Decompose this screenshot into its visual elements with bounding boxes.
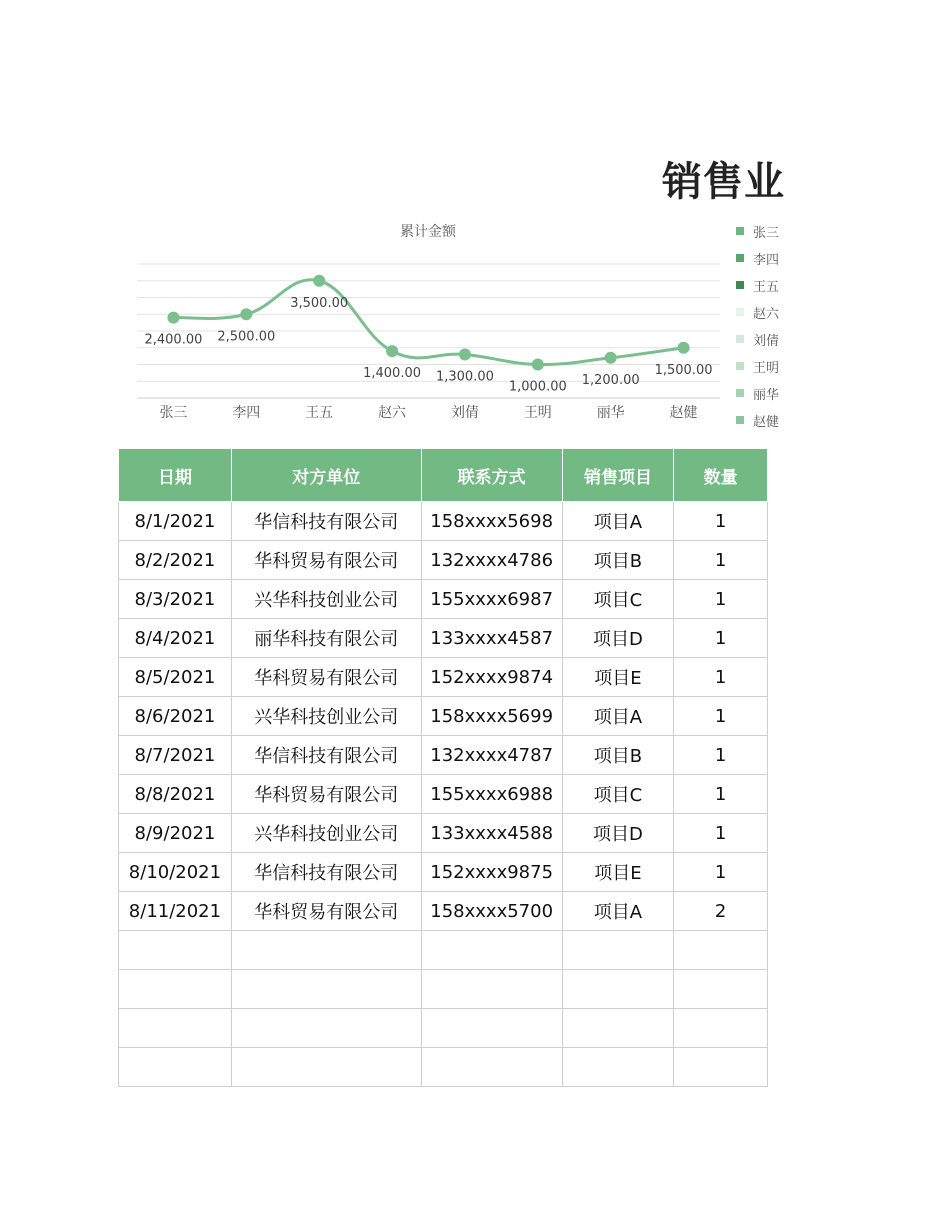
x-tick-label: 张三	[159, 405, 188, 421]
cell-date[interactable]: 8/7/2021	[119, 736, 232, 775]
cell-counterparty[interactable]: 兴华科技创业公司	[231, 580, 421, 619]
cell-contact[interactable]: 155xxxx6987	[421, 580, 562, 619]
cell-sales-item[interactable]: 项目A	[562, 697, 674, 736]
cell-counterparty[interactable]: 华科贸易有限公司	[231, 892, 421, 931]
data-point[interactable]	[313, 275, 325, 287]
cell-sales-item[interactable]: 项目E	[562, 853, 674, 892]
legend-label: 王明	[753, 361, 780, 376]
data-point[interactable]	[605, 352, 617, 364]
legend-label: 张三	[753, 226, 780, 241]
cell-quantity[interactable]	[674, 1009, 768, 1048]
cell-counterparty[interactable]: 兴华科技创业公司	[231, 697, 421, 736]
header-sales-item[interactable]: 销售项目	[562, 449, 674, 502]
data-label: 1,400.00	[363, 366, 422, 382]
cell-date[interactable]: 8/3/2021	[119, 580, 232, 619]
data-label: 1,300.00	[435, 369, 494, 385]
cell-counterparty[interactable]: 华科贸易有限公司	[231, 658, 421, 697]
cell-sales-item[interactable]: 项目C	[562, 580, 674, 619]
cell-quantity[interactable]: 2	[674, 892, 768, 931]
cell-quantity[interactable]: 1	[674, 775, 768, 814]
data-point[interactable]	[386, 345, 398, 357]
cell-contact[interactable]: 158xxxx5698	[421, 502, 562, 541]
data-label: 3,500.00	[290, 295, 349, 311]
cell-sales-item[interactable]: 项目A	[562, 502, 674, 541]
cell-counterparty[interactable]: 华科贸易有限公司	[231, 775, 421, 814]
series-line-cumulative-amount	[173, 280, 683, 365]
data-label: 2,500.00	[217, 329, 276, 345]
cell-sales-item[interactable]: 项目A	[562, 892, 674, 931]
data-point[interactable]	[678, 342, 690, 354]
legend-label: 李四	[753, 253, 780, 268]
cell-counterparty[interactable]	[231, 1048, 421, 1087]
cell-sales-item[interactable]	[562, 1009, 674, 1048]
sales-table	[118, 448, 768, 1087]
table-row	[119, 658, 768, 697]
cell-quantity[interactable]: 1	[674, 580, 768, 619]
legend-label: 王五	[753, 280, 780, 295]
data-label: 1,500.00	[654, 362, 713, 378]
cell-sales-item[interactable]: 项目B	[562, 736, 674, 775]
legend-swatch	[736, 389, 744, 397]
table-row	[119, 775, 768, 814]
x-tick-label: 王五	[305, 405, 334, 421]
cell-date[interactable]: 8/1/2021	[119, 502, 232, 541]
data-label: 1,200.00	[581, 372, 640, 388]
cell-contact[interactable]: 155xxxx6988	[421, 775, 562, 814]
cell-date[interactable]: 8/4/2021	[119, 619, 232, 658]
cell-quantity[interactable]	[674, 931, 768, 970]
cell-sales-item[interactable]	[562, 931, 674, 970]
page-title: 销售业	[662, 159, 785, 205]
table-row	[119, 931, 768, 970]
cell-quantity[interactable]: 1	[674, 658, 768, 697]
legend-label: 赵六	[753, 307, 780, 322]
header-counterparty[interactable]: 对方单位	[231, 449, 421, 502]
cell-counterparty[interactable]	[231, 1009, 421, 1048]
cell-counterparty[interactable]: 华科贸易有限公司	[231, 541, 421, 580]
table-row	[119, 892, 768, 931]
cell-contact[interactable]: 132xxxx4787	[421, 736, 562, 775]
cell-quantity[interactable]: 1	[674, 541, 768, 580]
data-point[interactable]	[459, 348, 471, 360]
cell-counterparty[interactable]: 丽华科技有限公司	[231, 619, 421, 658]
cell-counterparty[interactable]: 华信科技有限公司	[231, 853, 421, 892]
cell-counterparty[interactable]: 华信科技有限公司	[231, 502, 421, 541]
x-tick-label: 王明	[523, 405, 552, 421]
cell-quantity[interactable]: 1	[674, 619, 768, 658]
legend-swatch	[736, 362, 744, 370]
cell-quantity[interactable]: 1	[674, 853, 768, 892]
table-row	[119, 1048, 768, 1087]
cell-contact[interactable]	[421, 970, 562, 1009]
cell-contact[interactable]: 152xxxx9874	[421, 658, 562, 697]
cell-date[interactable]: 8/11/2021	[119, 892, 232, 931]
cell-date[interactable]: 8/8/2021	[119, 775, 232, 814]
header-quantity[interactable]: 数量	[674, 449, 768, 502]
header-date[interactable]: 日期	[119, 449, 232, 502]
data-label: 2,400.00	[144, 332, 203, 348]
data-point[interactable]	[240, 308, 252, 320]
table-header-row	[119, 449, 768, 502]
cell-contact[interactable]: 152xxxx9875	[421, 853, 562, 892]
table-row	[119, 502, 768, 541]
cell-contact[interactable]	[421, 1048, 562, 1087]
legend-swatch	[736, 308, 744, 316]
cell-date[interactable]: 8/10/2021	[119, 853, 232, 892]
cell-quantity[interactable]: 1	[674, 814, 768, 853]
cell-contact[interactable]: 133xxxx4587	[421, 619, 562, 658]
cell-quantity[interactable]: 1	[674, 502, 768, 541]
cell-contact[interactable]	[421, 931, 562, 970]
cell-date[interactable]: 8/9/2021	[119, 814, 232, 853]
cell-date[interactable]	[119, 1009, 232, 1048]
table-row	[119, 970, 768, 1009]
table-row	[119, 814, 768, 853]
cell-quantity[interactable]: 1	[674, 736, 768, 775]
legend-label: 丽华	[753, 388, 780, 403]
cell-date[interactable]	[119, 970, 232, 1009]
header-contact[interactable]: 联系方式	[421, 449, 562, 502]
table-row	[119, 541, 768, 580]
data-point[interactable]	[532, 359, 544, 371]
cell-contact[interactable]	[421, 1009, 562, 1048]
table-row	[119, 1009, 768, 1048]
data-label: 1,000.00	[508, 379, 567, 395]
cell-counterparty[interactable]	[231, 931, 421, 970]
cell-quantity[interactable]	[674, 1048, 768, 1087]
cell-quantity[interactable]	[674, 970, 768, 1009]
table-row	[119, 619, 768, 658]
cell-sales-item[interactable]: 项目E	[562, 658, 674, 697]
legend-swatch	[736, 416, 744, 424]
cell-quantity[interactable]: 1	[674, 697, 768, 736]
cell-date[interactable]	[119, 931, 232, 970]
cell-date[interactable]: 8/6/2021	[119, 697, 232, 736]
legend-swatch	[736, 335, 744, 343]
cell-sales-item[interactable]: 项目D	[562, 814, 674, 853]
cell-sales-item[interactable]: 项目D	[562, 619, 674, 658]
table-row	[119, 580, 768, 619]
cell-sales-item[interactable]: 项目B	[562, 541, 674, 580]
cell-contact[interactable]: 158xxxx5699	[421, 697, 562, 736]
cell-counterparty[interactable]	[231, 970, 421, 1009]
cell-sales-item[interactable]: 项目C	[562, 775, 674, 814]
cell-date[interactable]: 8/2/2021	[119, 541, 232, 580]
x-tick-label: 赵六	[378, 405, 407, 421]
legend-swatch	[736, 227, 744, 235]
legend-label: 刘倩	[753, 334, 780, 349]
table-row	[119, 853, 768, 892]
x-tick-label: 刘倩	[450, 405, 479, 421]
cell-counterparty[interactable]: 华信科技有限公司	[231, 736, 421, 775]
cell-counterparty[interactable]: 兴华科技创业公司	[231, 814, 421, 853]
x-tick-label: 李四	[232, 405, 261, 421]
legend-swatch	[736, 281, 744, 289]
table-row	[119, 697, 768, 736]
legend-swatch	[736, 254, 744, 262]
line-chart[interactable]	[0, 0, 768, 440]
cell-sales-item[interactable]	[562, 1048, 674, 1087]
cell-contact[interactable]: 158xxxx5700	[421, 892, 562, 931]
cell-contact[interactable]: 132xxxx4786	[421, 541, 562, 580]
table-row	[119, 736, 768, 775]
cell-sales-item[interactable]	[562, 970, 674, 1009]
x-tick-label: 赵健	[669, 405, 698, 421]
cell-date[interactable]	[119, 1048, 232, 1087]
legend-label: 赵健	[753, 415, 780, 430]
cell-date[interactable]: 8/5/2021	[119, 658, 232, 697]
cell-contact[interactable]: 133xxxx4588	[421, 814, 562, 853]
chart-title: 累计金额	[400, 224, 456, 240]
x-tick-label: 丽华	[596, 405, 625, 421]
data-point[interactable]	[167, 312, 179, 324]
